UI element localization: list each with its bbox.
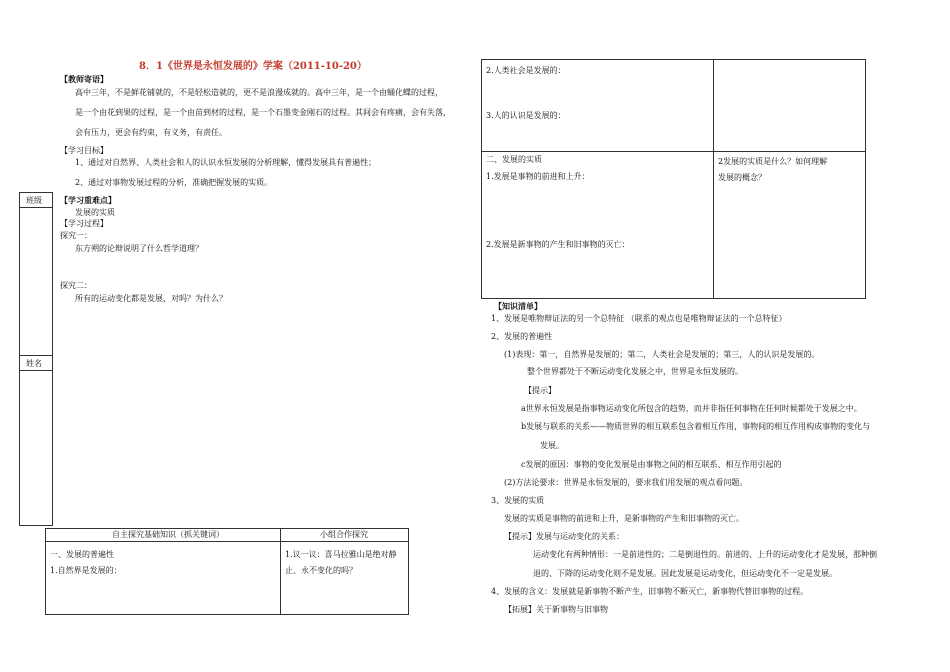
table-cell-text: 1.自然界是发展的：	[50, 566, 122, 575]
learning-goal-item: 1、通过对自然界、人类社会和人的认识永恒发展的分析理解，懂得发展具有普遍性；	[75, 158, 377, 167]
table-cell-text: 二、发展的实质	[486, 155, 542, 164]
table-cell-text: 一、发展的普遍性	[50, 550, 114, 559]
margin-divider	[19, 370, 53, 371]
explore-two-text: 所有的运动变化都是发展，对吗？为什么？	[75, 294, 227, 303]
key-points-label: 【学习重难点】	[60, 195, 116, 205]
table-cell-text: 2.发展是新事物的产生和旧事物的灭亡：	[486, 240, 630, 249]
learning-process-label: 【学习过程】	[60, 219, 108, 228]
table-cell-text: 1.发展是事物的前进和上升：	[486, 172, 590, 181]
page-title: 8．1《世界是永恒发展的》学案（2011-10-20）	[139, 61, 367, 72]
table-cell-text: 止、永不变化的吗？	[285, 566, 357, 575]
table-column-divider	[713, 59, 714, 299]
table-header-cell: 自主探究基础知识（抓关键词）	[112, 530, 224, 539]
table-header-divider	[45, 541, 409, 542]
name-label: 姓名	[26, 359, 42, 368]
knowledge-line: b发展与联系的关系——物质世界的相互联系包含着相互作用，事物间的相互作用构成事物的变化与	[521, 422, 871, 431]
margin-divider	[19, 355, 53, 356]
explore-one-label: 探究一：	[60, 231, 92, 240]
explore-two-label: 探究二：	[60, 281, 92, 290]
knowledge-list-label: 【知识清单】	[494, 301, 542, 311]
learning-goals-label: 【学习目标】	[60, 146, 108, 155]
table-cell-text: 2发展的实质是什么？如何理解	[718, 157, 828, 166]
table-row-divider	[481, 151, 866, 152]
knowledge-line: 4、发展的含义：发展就是新事物不断产生，旧事物不断灭亡，新事物代替旧事物的过程。	[491, 587, 809, 596]
class-label: 班级	[26, 196, 42, 205]
knowledge-line: 发展的实质是事物的前进和上升，是新事物的产生和旧事物的灭亡。	[504, 514, 744, 523]
learning-goal-item: 2、通过对事物发展过程的分析，准确把握发展的实质。	[75, 178, 273, 187]
teacher-message-line: 是一个由花到果的过程，是一个由苗到材的过程，是一个石墨变金刚石的过程。其间会有疼痛，会有失落，	[75, 108, 451, 117]
teacher-message-line: 高中三年，不是鲜花铺就的，不是轻松造就的，更不是浪漫成就的。高中三年，是一个由蛹化蝶的过程，	[75, 88, 443, 97]
knowledge-line: c发展的原因：事物的变化发展是由事物之间的相互联系、相互作用引起的	[521, 460, 782, 469]
knowledge-line: 【提示】发展与运动变化的关系：	[504, 532, 624, 541]
knowledge-line: 发展。	[540, 441, 564, 450]
knowledge-line: 【拓展】关于新事物与旧事物	[504, 605, 608, 614]
knowledge-line: 整个世界都处于不断运动变化发展之中，世界是永恒发展的。	[527, 367, 743, 376]
teacher-message-line: 会有压力，更会有约束，有义务，有责任。	[75, 128, 227, 137]
margin-divider	[19, 207, 53, 208]
knowledge-line: 运动变化有两种情形：一是前进性的；二是倒退性的。前进的、上升的运动变化才是发展，那种倒	[533, 550, 877, 559]
knowledge-line: a世界永恒发展是指事物运动变化所包含的趋势，而并非指任何事物在任何时候都处于发展之中。	[521, 404, 862, 413]
knowledge-line: 3、发展的实质	[491, 496, 545, 505]
table-cell-text: 3.人的认识是发展的：	[486, 111, 566, 120]
table-cell-text: 2.人类社会是发展的：	[486, 66, 566, 75]
key-points-text: 发展的实质	[75, 208, 115, 217]
knowledge-line: 【提示】	[524, 386, 556, 395]
knowledge-line: 退的、下降的运动变化则不是发展。因此发展是运动变化，但运动变化不一定是发展。	[533, 569, 837, 578]
knowledge-line: (2)方法论要求：世界是永恒发展的，要求我们用发展的观点看问题。	[504, 478, 748, 487]
table-cell-text: 1.议一议：喜马拉雅山是绝对静	[285, 550, 397, 559]
table-header-cell: 小组合作探究	[320, 530, 368, 539]
knowledge-line: 2、发展的普遍性	[491, 332, 553, 341]
table-cell-text: 发展的概念？	[718, 173, 766, 182]
teacher-message-label: 【教师寄语】	[60, 74, 108, 84]
knowledge-line: (1)表现：第一，自然界是发展的；第二，人类社会是发展的；第三，人的认识是发展的。	[504, 350, 820, 359]
knowledge-line: 1、发展是唯物辩证法的另一个总特征 （联系的观点也是唯物辩证法的一个总特征）	[491, 314, 787, 323]
explore-one-text: 东方朔的论辩说明了什么哲学道理？	[75, 244, 203, 253]
